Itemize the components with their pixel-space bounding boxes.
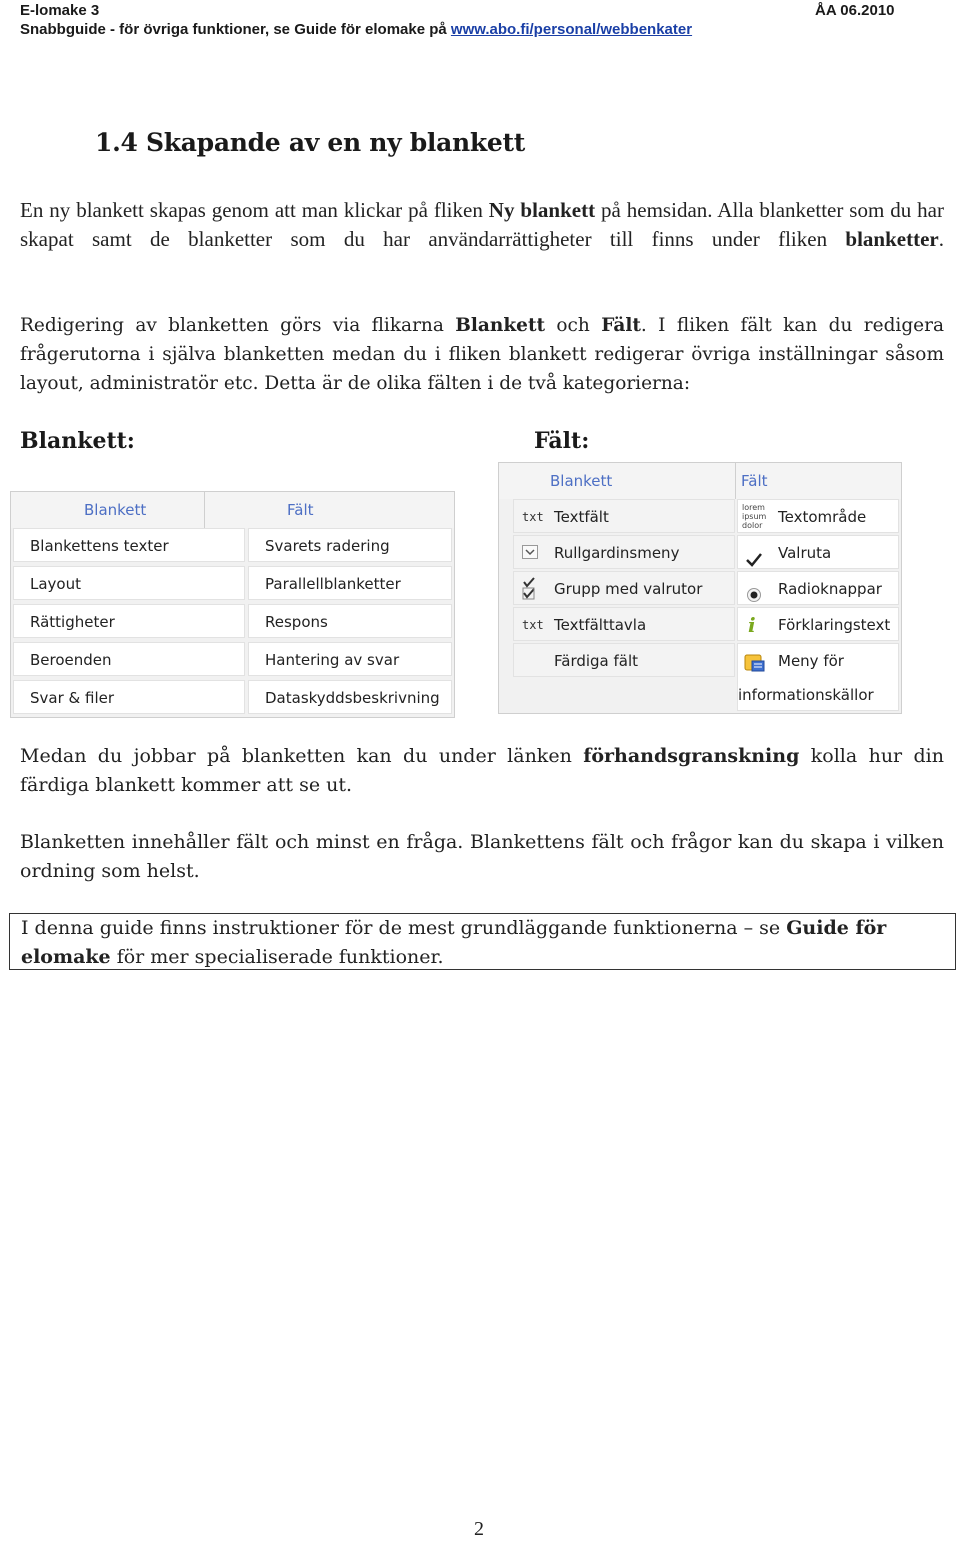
para2-text-3: . I fliken fält kan du redigera frågerutorna i själva blanketten medan du i fliken blankett redigerar övriga inställningar såsom layout, administratör etc. Detta är de olika fälten i de två kategorierna: (20, 315, 944, 394)
lorem-word: ipsum (742, 512, 767, 521)
section-heading: 1.4 Skapande av en ny blankett (95, 128, 526, 157)
lorem-word: dolor (742, 521, 763, 530)
tab-falt[interactable]: Fält (741, 472, 768, 490)
falt-item-label: Meny för (778, 652, 844, 670)
label-falt: Fält: (534, 428, 590, 454)
lorem-icon (742, 503, 766, 530)
falt-item-forklaringstext[interactable] (737, 607, 899, 641)
doc-subtitle (20, 21, 692, 38)
falt-item-meny-for-informationskallor[interactable] (737, 643, 899, 711)
blankett-item-9[interactable]: Hantering av svar (248, 642, 452, 676)
paragraph-intro (20, 196, 944, 254)
falt-item-label: Förklaringstext (778, 616, 891, 634)
page-number: 2 (474, 1518, 484, 1540)
note-box (9, 913, 956, 970)
paragraph-fields (20, 828, 944, 886)
falt-item-fardiga-falt[interactable] (513, 643, 735, 677)
falt-item-label: Textområde (778, 508, 867, 526)
blankett-item-8[interactable]: Respons (248, 604, 452, 638)
note-text (21, 914, 921, 972)
falt-item-rullgardinsmeny[interactable] (513, 535, 735, 569)
tab-blankett[interactable]: Blankett (550, 472, 613, 490)
falt-item-grupp-med-valrutor[interactable] (513, 571, 735, 605)
doc-date: ÅA 06.2010 (815, 2, 895, 19)
blankett-item-5[interactable]: Svar & filer (13, 680, 245, 714)
falt-item-label: Textfält (554, 508, 609, 526)
falt-item-label: Färdiga fält (554, 652, 639, 670)
falt-item-label-extra: informationskällor (738, 686, 874, 704)
para2-text-2: och (545, 315, 602, 336)
falt-panel (498, 462, 902, 714)
falt-panel-tabs (499, 463, 901, 499)
checkbox-group-icon (522, 577, 538, 601)
info-icon: i (748, 613, 756, 637)
falt-item-textomrade[interactable] (737, 499, 899, 533)
falt-item-textfalttavla[interactable] (513, 607, 735, 641)
txt-icon: txt (522, 510, 544, 524)
tab-divider (735, 463, 736, 499)
note-bold: Guide för elomake (21, 917, 887, 968)
para1-text-2: på hemsidan. Alla blanketter som du har skapat samt de blanketter som du har användarrättigheter till finns under fliken (20, 198, 944, 251)
para2-bold-1: Blankett (455, 315, 546, 336)
para3-bold-1: förhandsgranskning (583, 745, 800, 767)
blankett-item-10[interactable]: Dataskyddsbeskrivning (248, 680, 452, 714)
para2-bold-2: Fält (601, 315, 641, 336)
tab-blankett[interactable]: Blankett (84, 501, 147, 519)
blankett-item-7[interactable]: Parallellblanketter (248, 566, 452, 600)
paragraph-editing (20, 311, 944, 398)
blankett-panel (10, 491, 455, 718)
para3-text-2: kolla hur din färdiga blankett kommer att se ut. (20, 745, 944, 796)
blankett-panel-tabs (11, 492, 454, 528)
blankett-item-1[interactable]: Blankettens texter (13, 528, 245, 562)
falt-item-label: Valruta (778, 544, 832, 562)
blankett-item-3[interactable]: Rättigheter (13, 604, 245, 638)
para3-text-1: Medan du jobbar på blanketten kan du under länken (20, 745, 584, 767)
label-blankett: Blankett: (20, 428, 135, 454)
blankett-item-6[interactable]: Svarets radering (248, 528, 452, 562)
para1-text-3: . (938, 227, 944, 251)
note-text-2: för mer specialiserade funktioner. (110, 946, 444, 968)
falt-item-label: Radioknappar (778, 580, 882, 598)
tab-falt[interactable]: Fält (287, 501, 314, 519)
para1-bold-2: blanketter (845, 227, 939, 251)
para2-text-1: Redigering av blanketten görs via flikarna (20, 315, 456, 336)
falt-item-valruta[interactable] (737, 535, 899, 569)
falt-item-label: Rullgardinsmeny (554, 544, 680, 562)
falt-item-label: Grupp med valrutor (554, 580, 703, 598)
falt-item-textfalt[interactable] (513, 499, 735, 533)
txt-icon: txt (522, 618, 544, 632)
dropdown-icon (522, 545, 538, 559)
para1-bold-1: Ny blankett (488, 198, 596, 222)
para1-text-1: En ny blankett skapas genom att man klickar på fliken (20, 198, 489, 222)
falt-item-label: Textfälttavla (554, 616, 647, 634)
note-text-1: I denna guide finns instruktioner för de mest grundläggande funktionerna – se (21, 917, 787, 939)
doc-title: E-lomake 3 (20, 2, 100, 19)
falt-item-radioknappar[interactable] (737, 571, 899, 605)
para4-text: Blanketten innehåller fält och minst en fråga. Blankettens fält och frågor kan du skapa i vilken ordning som helst. (20, 831, 944, 882)
paragraph-preview (20, 742, 944, 800)
blankett-item-4[interactable]: Beroenden (13, 642, 245, 676)
tab-divider (204, 492, 205, 528)
guide-link[interactable]: www.abo.fi/personal/webbenkater (450, 21, 693, 38)
lorem-word: lorem (742, 503, 765, 512)
subtitle-text: Snabbguide - för övriga funktioner, se Guide för elomake på (20, 21, 451, 38)
blankett-item-2[interactable]: Layout (13, 566, 245, 600)
